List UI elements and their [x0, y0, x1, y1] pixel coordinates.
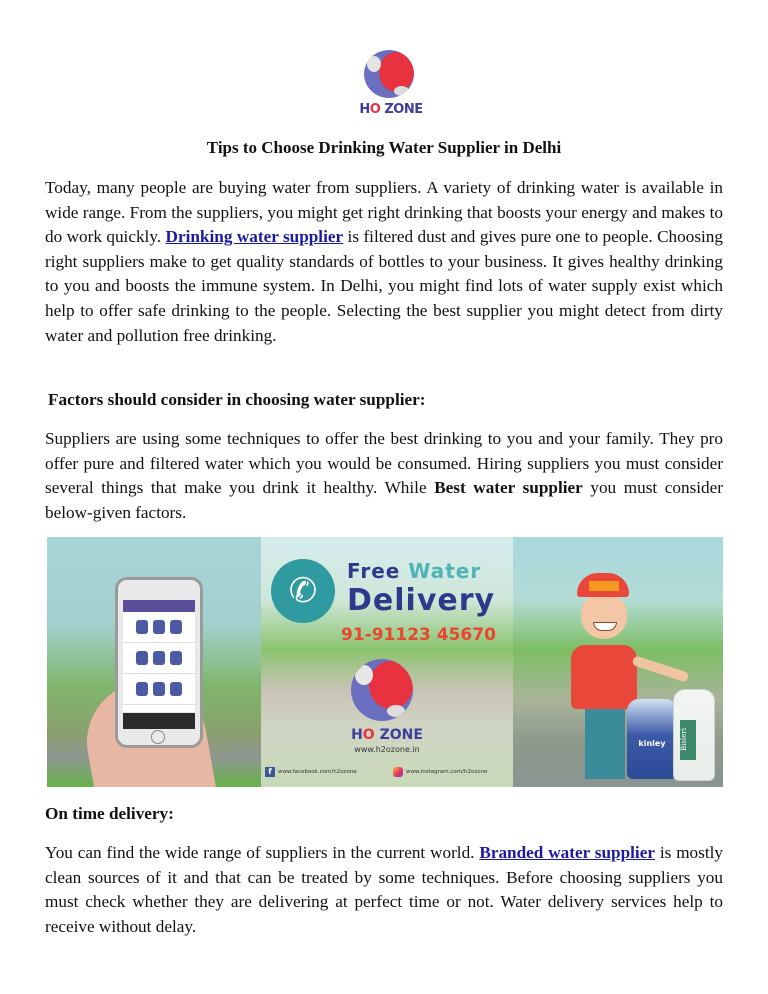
factors-heading: Factors should consider in choosing water supplier: [48, 390, 426, 409]
banner-website: www.h2ozone.in [354, 745, 420, 754]
on-time-delivery-heading: On time delivery: [45, 804, 174, 823]
banner-brand-text: HO ZONE [351, 727, 423, 743]
drinking-water-supplier-link[interactable]: Drinking water supplier [165, 227, 344, 247]
smartphone-image [115, 577, 203, 748]
intro-paragraph: Today, many people are buying water from suppliers. A variety of drinking water is available in wide range. From the suppliers, you might get right drinking that boosts your energy and makes to do work quickly. Drinking water supplier is filtered dust and gives pure one to people. Choosing right suppliers make to get quality standards of bottles to your business. It gives healthy drinking to you and boosts the immune system. In Delhi, you might find lots of water supply exist which help to offer safe drinking to the people. Selecting the best supplier you might detect from dirty water and pollution free drinking. [45, 178, 723, 345]
delivery-paragraph: You can find the wide range of suppliers in the current world. Branded water supplier is mostly clean sources of it and that can be treated by some techniques. Before choosing suppliers you must check whether they are delivering at perfect time or not. Water delivery services help to receive without delay. [45, 843, 723, 936]
banner-delivery-text: Delivery [347, 583, 496, 618]
h2o-zone-logo [356, 50, 426, 122]
banner-logo-ball-icon [351, 659, 413, 721]
banner-instagram: www.instagram.com/h2ozone [393, 767, 487, 777]
document-title: Tips to Choose Drinking Water Supplier in Delhi [206, 138, 562, 157]
instagram-icon [393, 767, 403, 777]
logo-text: HO ZONE [359, 102, 423, 117]
factors-paragraph: Suppliers are using some techniques to offer the best drinking to you and your family. They pro offer pure and filtered water which you would be consumed. Hiring suppliers you must consider several things that make you drink it healthy. While Best water supplier you must consider below-given factors. [45, 429, 723, 522]
banner-facebook: f www.facebook.com/h2ozone [265, 767, 357, 777]
delivery-man-arm [631, 655, 689, 682]
delivery-man-shirt [571, 645, 637, 709]
delivery-man-face [581, 595, 627, 639]
phone-call-icon: ✆ [271, 559, 335, 623]
logo-ball-icon [364, 50, 414, 98]
banner-center-panel [261, 537, 513, 787]
branded-water-supplier-link[interactable]: Branded water supplier [479, 843, 655, 862]
banner-free-water-text: Free Water [347, 559, 482, 583]
banner-phone-panel [47, 537, 261, 787]
water-bottle-kinley: kinley [627, 699, 677, 779]
facebook-icon: f [265, 767, 275, 777]
banner-delivery-man-panel [513, 537, 723, 787]
delivery-man-pants [585, 709, 625, 779]
water-bottle-bisleri: Bisleri [673, 689, 715, 781]
free-water-delivery-banner [47, 537, 723, 787]
best-water-supplier-bold: Best water supplier [434, 478, 583, 498]
banner-phone-number: 91-91123 45670 [341, 625, 496, 645]
